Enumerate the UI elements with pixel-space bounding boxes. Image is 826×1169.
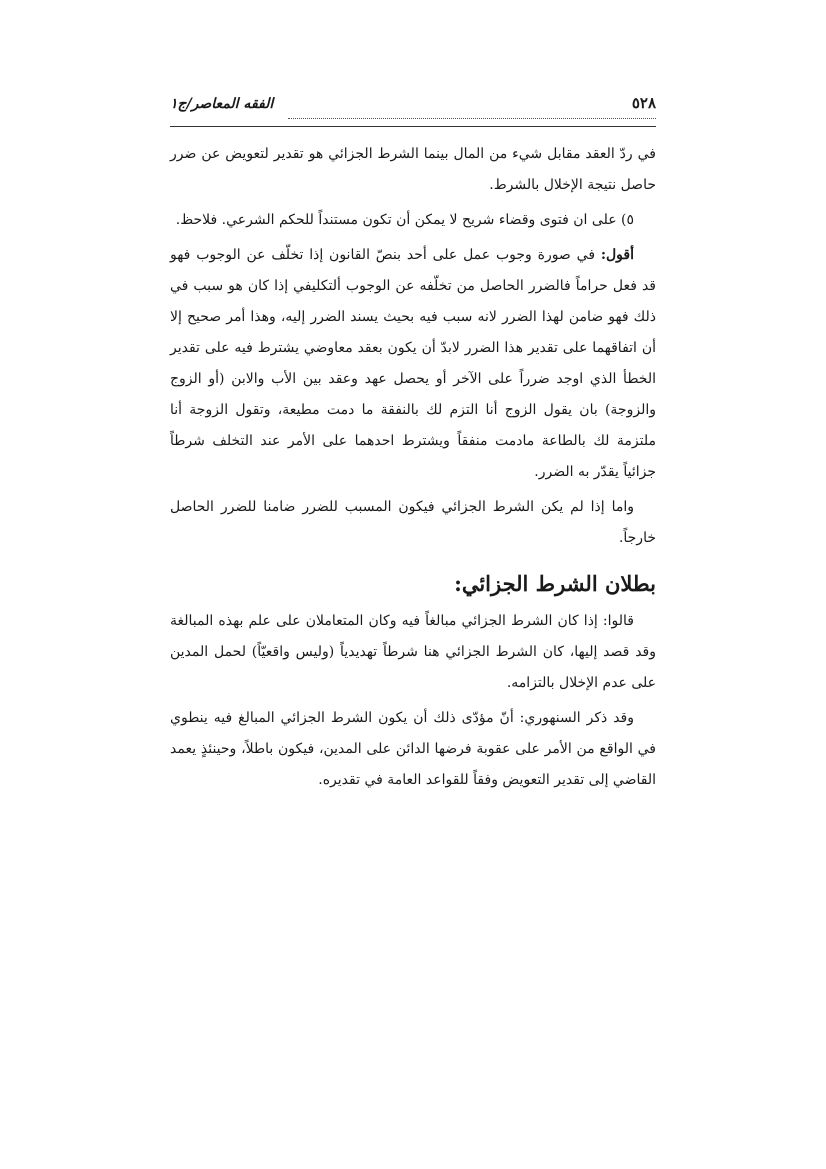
lead-word: أقول: <box>600 247 634 263</box>
page-number: ٥٢٨ <box>631 94 656 112</box>
paragraph-continuation: في ردّ العقد مقابل شيء من المال بينما الشرط الجزائي هو تقدير لتعويض عن ضرر حاصل نتيجة الإخلال بالشرط. <box>170 146 656 193</box>
document-page <box>170 92 656 800</box>
paragraph-aqool-text: في صورة وجوب عمل على أحد بنصّ القانون إذا تخلّف عن الوجوب فهو قد فعل حراماً فالضرر الحاصل من تخلّفه عن الوجوب ألتكليفي إذا كان هو سبب في ذلك فهو ضامن لهذا الضرر لانه سبب فيه بحيث يسند الضرر إليه، وهذا أمر صحيح إلا أن اتفاقهما على تقدير هذا الضرر لابدّ أن يكون بعقد معاوضي يشترط فيه على تقدير الخطأ الذي اوجد ضرراً على الآخر أو يحصل عهد وعقد بين الأب والابن (أو الزوج والزوجة) بان يقول الزوج أنا التزم لك بالنفقة ما دمت مطيعة، وتقول الزوجة أنا ملتزمة لك بالطاعة مادمت منفقاً ويشترط احدهما على الأمر عند التخلف شرطاً جزائياً يقدّر به الضرر. <box>170 247 656 480</box>
paragraph-sanhoori: وقد ذكر السنهوري: أنّ مؤدّى ذلك أن يكون الشرط الجزائي المبالغ فيه ينطوي في الواقع من الأمر على عقوبة فرضها الدائن على المدين، فيكون باطلاً، وحينئذٍ يعمد القاضي إلى تقدير التعويض وفقاً للقواعد العامة في تقديره. <box>170 710 656 788</box>
header-divider <box>170 126 656 127</box>
paragraph-aqool <box>170 240 656 488</box>
paragraph-qaloo: قالوا: إذا كان الشرط الجزائي مبالغاً فيه وكان المتعاملان على علم بهذه المبالغة وقد قصد إليها، كان الشرط الجزائي هنا شرطاً تهديدياً (وليس واقعيّاً) لحمل المدين على عدم الإخلال بالتزامه. <box>170 613 656 691</box>
section-heading: بطلان الشرط الجزائي: <box>454 571 656 596</box>
paragraph-note-5: ٥) على ان فتوى وقضاء شريح لا يمكن أن تكون مستنداً للحكم الشرعي. فلاحظ. <box>175 212 634 228</box>
paragraph-wa-amma: واما إذا لم يكن الشرط الجزائي فيكون المسبب للضرر ضامنا للضرر الحاصل خارجاً. <box>170 499 656 546</box>
running-title: الفقه المعاصر/ج١ <box>170 96 274 112</box>
header-dot-leader <box>288 118 656 119</box>
page-header <box>170 92 656 126</box>
